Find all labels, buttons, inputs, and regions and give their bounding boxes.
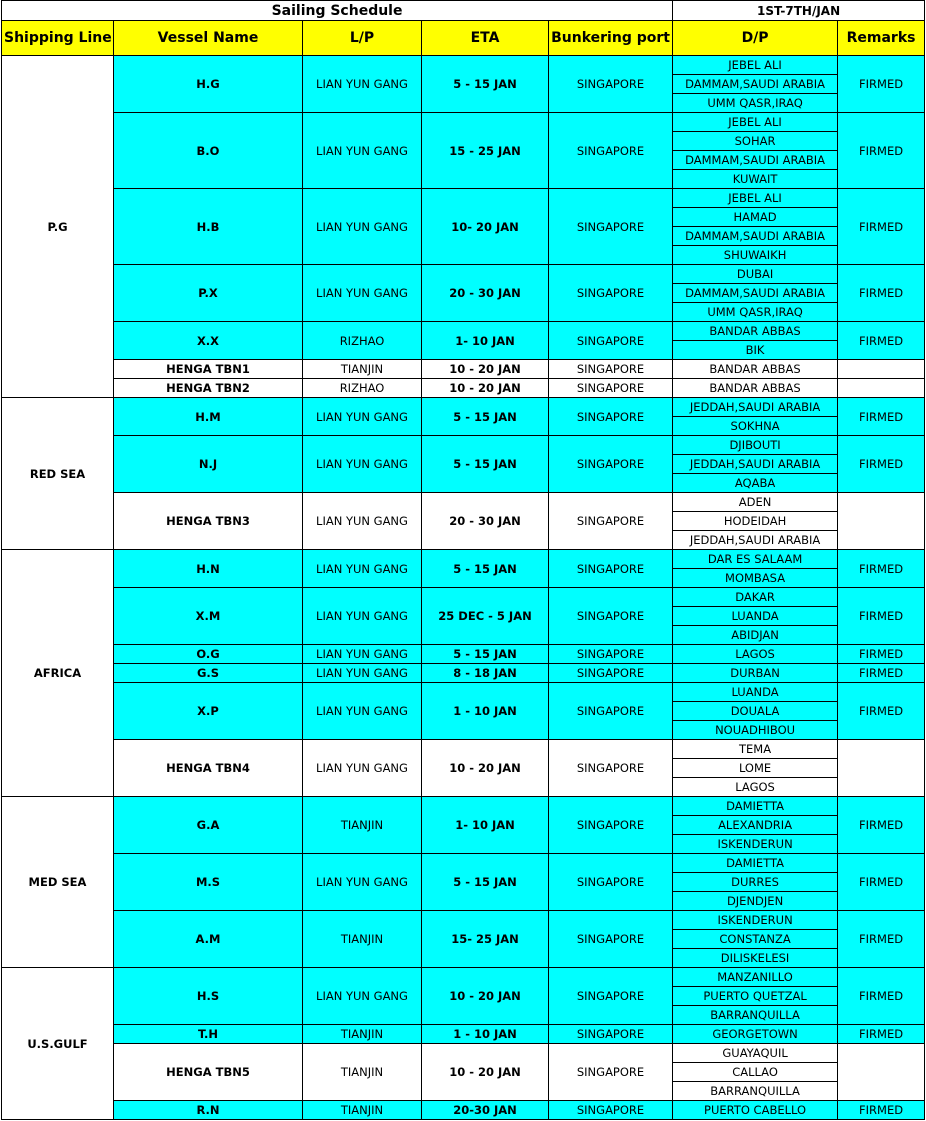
- bunkering-port-cell: SINGAPORE: [549, 740, 673, 797]
- dp-cell: LUANDA: [673, 607, 838, 626]
- bunkering-port-cell: SINGAPORE: [549, 322, 673, 360]
- vessel-name-cell: G.A: [114, 797, 303, 854]
- vessel-name-cell: H.G: [114, 56, 303, 113]
- bunkering-port-cell: SINGAPORE: [549, 398, 673, 436]
- remarks-cell: FIRMED: [838, 1101, 925, 1120]
- dp-cell: HAMAD: [673, 208, 838, 227]
- lp-cell: LIAN YUN GANG: [303, 645, 422, 664]
- eta-cell: 5 - 15 JAN: [422, 436, 549, 493]
- lp-cell: LIAN YUN GANG: [303, 683, 422, 740]
- remarks-cell: FIRMED: [838, 1025, 925, 1044]
- remarks-cell: FIRMED: [838, 645, 925, 664]
- dp-cell: DAR ES SALAAM: [673, 550, 838, 569]
- dp-cell: LOME: [673, 759, 838, 778]
- vessel-name-cell: HENGA TBN2: [114, 379, 303, 398]
- remarks-cell: FIRMED: [838, 968, 925, 1025]
- eta-cell: 10 - 20 JAN: [422, 360, 549, 379]
- period-label: 1ST-7TH/JAN: [673, 1, 925, 21]
- lp-cell: TIANJIN: [303, 911, 422, 968]
- dp-cell: PUERTO QUETZAL: [673, 987, 838, 1006]
- vessel-name-cell: O.G: [114, 645, 303, 664]
- header-lp: L/P: [303, 21, 422, 56]
- remarks-cell: FIRMED: [838, 113, 925, 189]
- lp-cell: RIZHAO: [303, 322, 422, 360]
- dp-cell: JEDDAH,SAUDI ARABIA: [673, 398, 838, 417]
- bunkering-port-cell: SINGAPORE: [549, 493, 673, 550]
- dp-cell: ABIDJAN: [673, 626, 838, 645]
- vessel-name-cell: M.S: [114, 854, 303, 911]
- vessel-name-cell: H.B: [114, 189, 303, 265]
- remarks-cell: FIRMED: [838, 854, 925, 911]
- dp-cell: SHUWAIKH: [673, 246, 838, 265]
- table-row: [2, 968, 925, 987]
- dp-cell: DILISKELESI: [673, 949, 838, 968]
- dp-cell: UMM QASR,IRAQ: [673, 303, 838, 322]
- remarks-cell: FIRMED: [838, 56, 925, 113]
- lp-cell: TIANJIN: [303, 1044, 422, 1101]
- dp-cell: DAMIETTA: [673, 797, 838, 816]
- dp-cell: LAGOS: [673, 645, 838, 664]
- dp-cell: ISKENDERUN: [673, 911, 838, 930]
- table-row: [2, 1044, 925, 1063]
- vessel-name-cell: X.M: [114, 588, 303, 645]
- vessel-name-cell: HENGA TBN4: [114, 740, 303, 797]
- shipping-line-cell: U.S.GULF: [2, 968, 114, 1120]
- lp-cell: LIAN YUN GANG: [303, 854, 422, 911]
- header-remarks: Remarks: [838, 21, 925, 56]
- lp-cell: LIAN YUN GANG: [303, 493, 422, 550]
- dp-cell: MANZANILLO: [673, 968, 838, 987]
- table-row: [2, 436, 925, 455]
- lp-cell: LIAN YUN GANG: [303, 588, 422, 645]
- dp-cell: GUAYAQUIL: [673, 1044, 838, 1063]
- bunkering-port-cell: SINGAPORE: [549, 1101, 673, 1120]
- lp-cell: LIAN YUN GANG: [303, 968, 422, 1025]
- bunkering-port-cell: SINGAPORE: [549, 56, 673, 113]
- eta-cell: 25 DEC - 5 JAN: [422, 588, 549, 645]
- vessel-name-cell: X.X: [114, 322, 303, 360]
- eta-cell: 10 - 20 JAN: [422, 1044, 549, 1101]
- table-row: [2, 550, 925, 569]
- dp-cell: UMM QASR,IRAQ: [673, 94, 838, 113]
- remarks-cell: [838, 1044, 925, 1101]
- dp-cell: DJIBOUTI: [673, 436, 838, 455]
- dp-cell: DOUALA: [673, 702, 838, 721]
- bunkering-port-cell: SINGAPORE: [549, 797, 673, 854]
- lp-cell: LIAN YUN GANG: [303, 398, 422, 436]
- table-row: [2, 113, 925, 132]
- bunkering-port-cell: SINGAPORE: [549, 664, 673, 683]
- eta-cell: 20 - 30 JAN: [422, 493, 549, 550]
- vessel-name-cell: H.N: [114, 550, 303, 588]
- bunkering-port-cell: SINGAPORE: [549, 550, 673, 588]
- dp-cell: DAMMAM,SAUDI ARABIA: [673, 151, 838, 170]
- remarks-cell: FIRMED: [838, 322, 925, 360]
- table-row: [2, 265, 925, 284]
- vessel-name-cell: T.H: [114, 1025, 303, 1044]
- eta-cell: 10 - 20 JAN: [422, 968, 549, 1025]
- lp-cell: LIAN YUN GANG: [303, 436, 422, 493]
- vessel-name-cell: HENGA TBN5: [114, 1044, 303, 1101]
- eta-cell: 1- 10 JAN: [422, 797, 549, 854]
- table-row: [2, 911, 925, 930]
- dp-cell: DAMMAM,SAUDI ARABIA: [673, 75, 838, 94]
- table-row: [2, 1101, 925, 1120]
- dp-cell: LAGOS: [673, 778, 838, 797]
- bunkering-port-cell: SINGAPORE: [549, 379, 673, 398]
- lp-cell: LIAN YUN GANG: [303, 740, 422, 797]
- eta-cell: 10- 20 JAN: [422, 189, 549, 265]
- eta-cell: 5 - 15 JAN: [422, 398, 549, 436]
- lp-cell: LIAN YUN GANG: [303, 265, 422, 322]
- lp-cell: TIANJIN: [303, 360, 422, 379]
- bunkering-port-cell: SINGAPORE: [549, 189, 673, 265]
- remarks-cell: FIRMED: [838, 436, 925, 493]
- table-row: [2, 854, 925, 873]
- table-row: [2, 398, 925, 417]
- dp-cell: ADEN: [673, 493, 838, 512]
- shipping-line-cell: AFRICA: [2, 550, 114, 797]
- lp-cell: TIANJIN: [303, 1025, 422, 1044]
- dp-cell: DJENDJEN: [673, 892, 838, 911]
- remarks-cell: FIRMED: [838, 265, 925, 322]
- dp-cell: DUBAI: [673, 265, 838, 284]
- eta-cell: 15- 25 JAN: [422, 911, 549, 968]
- bunkering-port-cell: SINGAPORE: [549, 265, 673, 322]
- header-vessel-name: Vessel Name: [114, 21, 303, 56]
- remarks-cell: FIRMED: [838, 189, 925, 265]
- lp-cell: LIAN YUN GANG: [303, 664, 422, 683]
- table-row: [2, 797, 925, 816]
- vessel-name-cell: P.X: [114, 265, 303, 322]
- table-row: [2, 1025, 925, 1044]
- bunkering-port-cell: SINGAPORE: [549, 968, 673, 1025]
- dp-cell: SOKHNA: [673, 417, 838, 436]
- dp-cell: SOHAR: [673, 132, 838, 151]
- vessel-name-cell: B.O: [114, 113, 303, 189]
- bunkering-port-cell: SINGAPORE: [549, 588, 673, 645]
- table-row: [2, 645, 925, 664]
- dp-cell: CONSTANZA: [673, 930, 838, 949]
- vessel-name-cell: H.M: [114, 398, 303, 436]
- dp-cell: MOMBASA: [673, 569, 838, 588]
- shipping-line-cell: MED SEA: [2, 797, 114, 968]
- eta-cell: 5 - 15 JAN: [422, 854, 549, 911]
- eta-cell: 15 - 25 JAN: [422, 113, 549, 189]
- dp-cell: DAMMAM,SAUDI ARABIA: [673, 284, 838, 303]
- eta-cell: 20 - 30 JAN: [422, 265, 549, 322]
- vessel-name-cell: G.S: [114, 664, 303, 683]
- lp-cell: RIZHAO: [303, 379, 422, 398]
- dp-cell: JEBEL ALI: [673, 189, 838, 208]
- table-row: [2, 683, 925, 702]
- dp-cell: DAMIETTA: [673, 854, 838, 873]
- remarks-cell: [838, 740, 925, 797]
- dp-cell: DAKAR: [673, 588, 838, 607]
- eta-cell: 20-30 JAN: [422, 1101, 549, 1120]
- dp-cell: DURRES: [673, 873, 838, 892]
- table-row: [2, 740, 925, 759]
- bunkering-port-cell: SINGAPORE: [549, 854, 673, 911]
- eta-cell: 10 - 20 JAN: [422, 740, 549, 797]
- eta-cell: 1- 10 JAN: [422, 322, 549, 360]
- table-row: [2, 664, 925, 683]
- table-row: [2, 360, 925, 379]
- header-eta: ETA: [422, 21, 549, 56]
- bunkering-port-cell: SINGAPORE: [549, 645, 673, 664]
- header-dp: D/P: [673, 21, 838, 56]
- dp-cell: BARRANQUILLA: [673, 1006, 838, 1025]
- remarks-cell: [838, 360, 925, 379]
- shipping-line-cell: RED SEA: [2, 398, 114, 550]
- dp-cell: ALEXANDRIA: [673, 816, 838, 835]
- dp-cell: CALLAO: [673, 1063, 838, 1082]
- page-title: Sailing Schedule: [2, 1, 673, 21]
- remarks-cell: [838, 379, 925, 398]
- remarks-cell: FIRMED: [838, 797, 925, 854]
- bunkering-port-cell: SINGAPORE: [549, 911, 673, 968]
- eta-cell: 8 - 18 JAN: [422, 664, 549, 683]
- dp-cell: PUERTO CABELLO: [673, 1101, 838, 1120]
- vessel-name-cell: X.P: [114, 683, 303, 740]
- eta-cell: 10 - 20 JAN: [422, 379, 549, 398]
- eta-cell: 5 - 15 JAN: [422, 550, 549, 588]
- table-row: [2, 56, 925, 75]
- remarks-cell: FIRMED: [838, 398, 925, 436]
- bunkering-port-cell: SINGAPORE: [549, 360, 673, 379]
- vessel-name-cell: N.J: [114, 436, 303, 493]
- dp-cell: DAMMAM,SAUDI ARABIA: [673, 227, 838, 246]
- dp-cell: ISKENDERUN: [673, 835, 838, 854]
- dp-cell: JEDDAH,SAUDI ARABIA: [673, 455, 838, 474]
- dp-cell: JEDDAH,SAUDI ARABIA: [673, 531, 838, 550]
- eta-cell: 1 - 10 JAN: [422, 683, 549, 740]
- vessel-name-cell: HENGA TBN3: [114, 493, 303, 550]
- dp-cell: BANDAR ABBAS: [673, 360, 838, 379]
- table-row: [2, 588, 925, 607]
- lp-cell: LIAN YUN GANG: [303, 113, 422, 189]
- vessel-name-cell: R.N: [114, 1101, 303, 1120]
- dp-cell: AQABA: [673, 474, 838, 493]
- eta-cell: 5 - 15 JAN: [422, 56, 549, 113]
- bunkering-port-cell: SINGAPORE: [549, 436, 673, 493]
- remarks-cell: FIRMED: [838, 588, 925, 645]
- dp-cell: BIK: [673, 341, 838, 360]
- bunkering-port-cell: SINGAPORE: [549, 1025, 673, 1044]
- dp-cell: NOUADHIBOU: [673, 721, 838, 740]
- table-row: [2, 189, 925, 208]
- dp-cell: LUANDA: [673, 683, 838, 702]
- eta-cell: 5 - 15 JAN: [422, 645, 549, 664]
- eta-cell: 1 - 10 JAN: [422, 1025, 549, 1044]
- shipping-line-cell: P.G: [2, 56, 114, 398]
- dp-cell: JEBEL ALI: [673, 113, 838, 132]
- lp-cell: TIANJIN: [303, 797, 422, 854]
- dp-cell: TEMA: [673, 740, 838, 759]
- remarks-cell: FIRMED: [838, 664, 925, 683]
- dp-cell: GEORGETOWN: [673, 1025, 838, 1044]
- dp-cell: HODEIDAH: [673, 512, 838, 531]
- remarks-cell: FIRMED: [838, 683, 925, 740]
- table-row: [2, 493, 925, 512]
- dp-cell: BANDAR ABBAS: [673, 322, 838, 341]
- vessel-name-cell: HENGA TBN1: [114, 360, 303, 379]
- lp-cell: LIAN YUN GANG: [303, 550, 422, 588]
- header-shipping-line: Shipping Line: [2, 21, 114, 56]
- table-row: [2, 322, 925, 341]
- remarks-cell: FIRMED: [838, 550, 925, 588]
- bunkering-port-cell: SINGAPORE: [549, 113, 673, 189]
- lp-cell: LIAN YUN GANG: [303, 189, 422, 265]
- dp-cell: BANDAR ABBAS: [673, 379, 838, 398]
- header-bunkering-port: Bunkering port: [549, 21, 673, 56]
- bunkering-port-cell: SINGAPORE: [549, 1044, 673, 1101]
- bunkering-port-cell: SINGAPORE: [549, 683, 673, 740]
- sailing-schedule-table: [1, 0, 925, 1120]
- dp-cell: BARRANQUILLA: [673, 1082, 838, 1101]
- dp-cell: DURBAN: [673, 664, 838, 683]
- vessel-name-cell: A.M: [114, 911, 303, 968]
- dp-cell: JEBEL ALI: [673, 56, 838, 75]
- remarks-cell: [838, 493, 925, 550]
- table-row: [2, 379, 925, 398]
- lp-cell: LIAN YUN GANG: [303, 56, 422, 113]
- vessel-name-cell: H.S: [114, 968, 303, 1025]
- remarks-cell: FIRMED: [838, 911, 925, 968]
- lp-cell: TIANJIN: [303, 1101, 422, 1120]
- dp-cell: KUWAIT: [673, 170, 838, 189]
